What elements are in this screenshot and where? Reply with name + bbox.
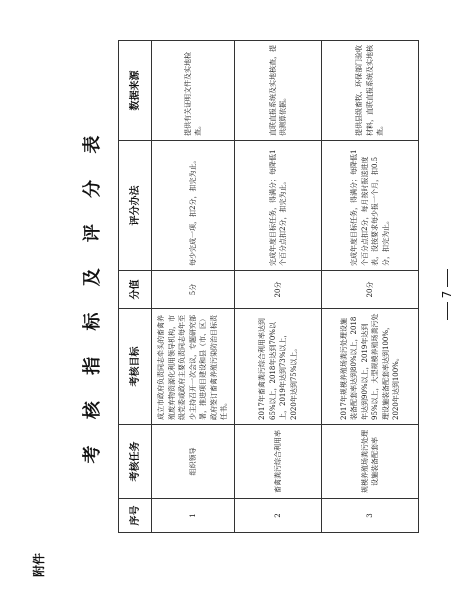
cell-source: 提供有关证明文件及实地检查。 bbox=[152, 41, 235, 141]
cell-score: 20分 bbox=[322, 271, 419, 309]
cell-score: 5分 bbox=[152, 271, 235, 309]
table-row bbox=[322, 41, 419, 533]
page-title: 考 核 指 标 及 评 分 表 bbox=[82, 125, 103, 464]
header-task: 考核任务 bbox=[119, 425, 152, 499]
cell-task: 畜禽粪污综合利用率 bbox=[235, 425, 322, 499]
cell-goal: 成立市政府负责同志牵头的畜禽养殖废弃物资源化利用领导机构，市级党委或政府主要负责同志每年至少主持召开一次会议，专题研究部署，推进项目建设和县（市、区）政府签订畜禽养殖污染防治目标责任书。 bbox=[152, 309, 235, 425]
cell-source: 提供县级畜牧、环保部门验收材料，直联直报系统及实地核查。 bbox=[322, 41, 419, 141]
cell-method: 每少完成一项，扣2分，扣完为止。 bbox=[152, 141, 235, 271]
header-no: 序号 bbox=[119, 499, 152, 533]
header-method: 评分办法 bbox=[119, 141, 152, 271]
cell-source: 直联直报系统及实地核查，提供测算依据。 bbox=[235, 41, 322, 141]
header-goal: 考核目标 bbox=[119, 309, 152, 425]
page-number-value: 7 bbox=[440, 290, 454, 299]
cell-no: 3 bbox=[322, 499, 419, 533]
table-header-row bbox=[119, 41, 152, 533]
cell-goal: 2017年畜禽粪污综合利用率达到65%以上，2018年达到70%以上，2019年达到73%以上，2020年达到75%以上。 bbox=[235, 309, 322, 425]
cell-task: 规模养殖场粪污处理设施装备配套率 bbox=[322, 425, 419, 499]
attachment-label: 附件 bbox=[32, 552, 46, 577]
table-row bbox=[152, 41, 235, 533]
header-score: 分值 bbox=[119, 271, 152, 309]
cell-no: 2 bbox=[235, 499, 322, 533]
cell-method: 完成年度目标任务，得满分；每降低1个百分点扣2分，每月按时报送进度表，没按要求每少报一个月，扣0.5分，扣完为止。 bbox=[322, 141, 419, 271]
cell-goal: 2017年规模养殖场粪污处理设施装备配套率达到80%以上，2018年达到90%以上，2019年达到95%以上，大型规模养殖场粪污处理设施装备配套率达到100%，2020年达到100%。 bbox=[322, 309, 419, 425]
cell-method: 完成年度目标任务，得满分；每降低1个百分点扣2分，扣完为止。 bbox=[235, 141, 322, 271]
page-dash-left bbox=[447, 302, 448, 320]
cell-score: 20分 bbox=[235, 271, 322, 309]
score-table bbox=[118, 40, 419, 533]
header-source: 数据来源 bbox=[119, 41, 152, 141]
cell-task: 组织领导 bbox=[152, 425, 235, 499]
page-number bbox=[440, 0, 454, 589]
page-dash-right bbox=[447, 269, 448, 287]
table-row bbox=[235, 41, 322, 533]
cell-no: 1 bbox=[152, 499, 235, 533]
